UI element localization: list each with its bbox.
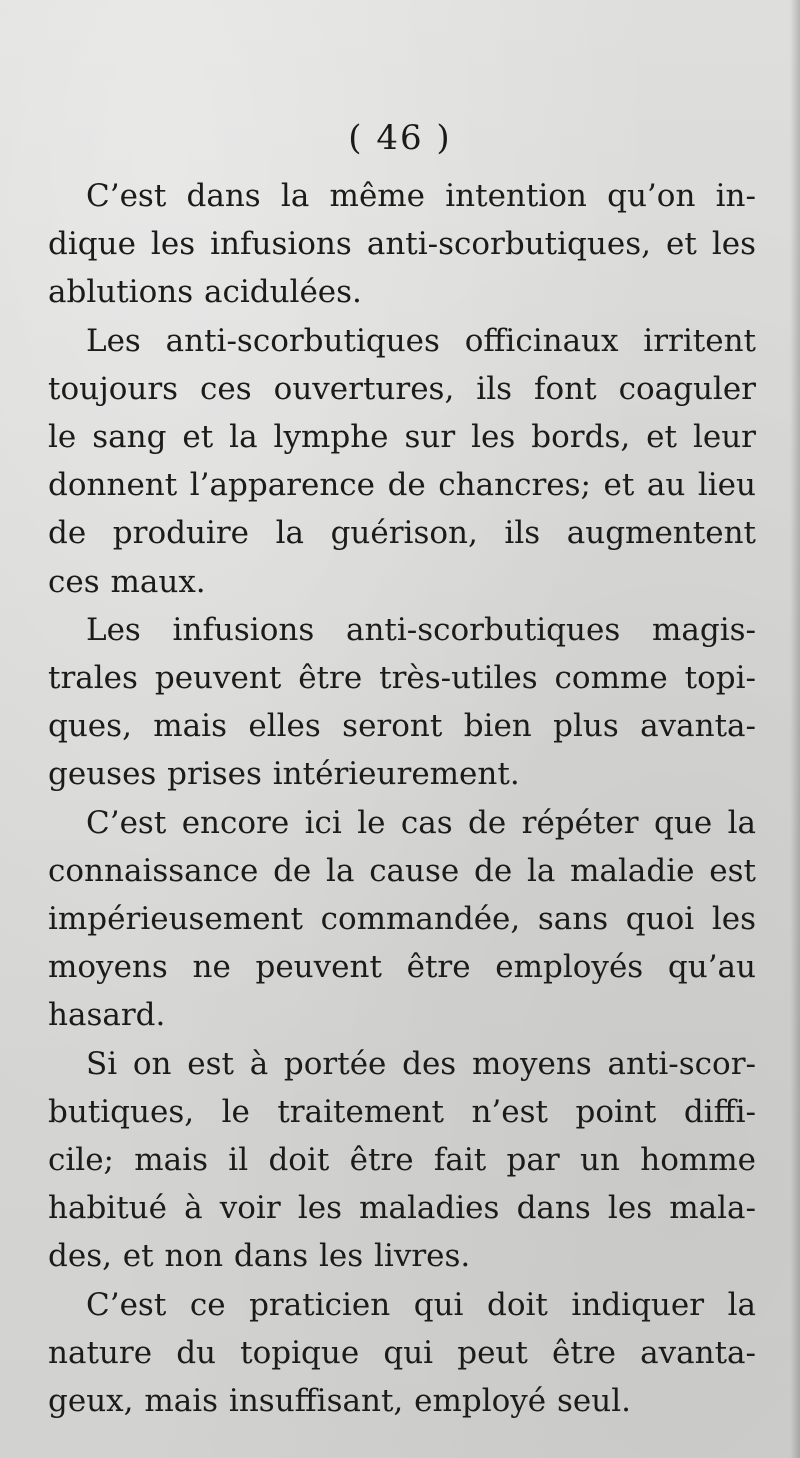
text-line: Les infusions anti-scorbutiques magis- <box>86 611 756 648</box>
text-line: ces maux. <box>48 563 206 600</box>
text-line: impérieusement commandée, sans quoi les <box>48 901 756 938</box>
text-line: Si on est à portée des moyens anti-scor- <box>86 1045 756 1082</box>
text-line: ablutions acidulées. <box>48 274 362 311</box>
text-line: moyens ne peuvent être employés qu’au <box>48 949 756 986</box>
paragraph-1 <box>48 172 756 317</box>
text-line: cile; mais il doit être fait par un homme <box>48 1142 756 1179</box>
text-line: butiques, le traitement n’est point diffi- <box>48 1093 756 1130</box>
text-line: nature du topique qui peut être avanta- <box>48 1334 756 1371</box>
text-line: de produire la guérison, ils augmentent <box>48 515 756 552</box>
body-text <box>48 172 756 1425</box>
text-line: habitué à voir les maladies dans les mala- <box>48 1190 756 1227</box>
page-edge-shadow <box>790 0 800 1458</box>
text-line: connaissance de la cause de la maladie est <box>48 852 756 889</box>
text-line: C’est ce praticien qui doit indiquer la <box>86 1286 756 1323</box>
text-line: C’est dans la même intention qu’on in- <box>86 178 756 214</box>
text-line: dique les infusions anti-scorbutiques, et les <box>48 226 756 263</box>
text-line: hasard. <box>48 997 166 1034</box>
paragraph-3 <box>48 606 756 799</box>
paragraph-2 <box>48 317 756 606</box>
page-number: ( 46 ) <box>348 118 452 158</box>
text-line: toujours ces ouvertures, ils font coaguler <box>48 370 756 407</box>
text-line: donnent l’apparence de chancres; et au lieu <box>48 467 756 504</box>
text-line: C’est encore ici le cas de répéter que la <box>86 804 756 841</box>
text-line: des, et non dans les livres. <box>48 1238 471 1275</box>
text-line: geux, mais insuffisant, employé seul. <box>48 1383 631 1420</box>
paragraph-5 <box>48 1040 756 1281</box>
text-line: ques, mais elles seront bien plus avanta- <box>48 708 756 745</box>
text-line: le sang et la lymphe sur les bords, et leur <box>48 419 756 456</box>
text-line: trales peuvent être très-utiles comme topi- <box>48 660 756 697</box>
paragraph-6 <box>48 1281 756 1426</box>
paragraph-4 <box>48 799 756 1040</box>
text-line: geuses prises intérieurement. <box>48 756 520 793</box>
text-line: Les anti-scorbutiques officinaux irritent <box>86 322 756 359</box>
